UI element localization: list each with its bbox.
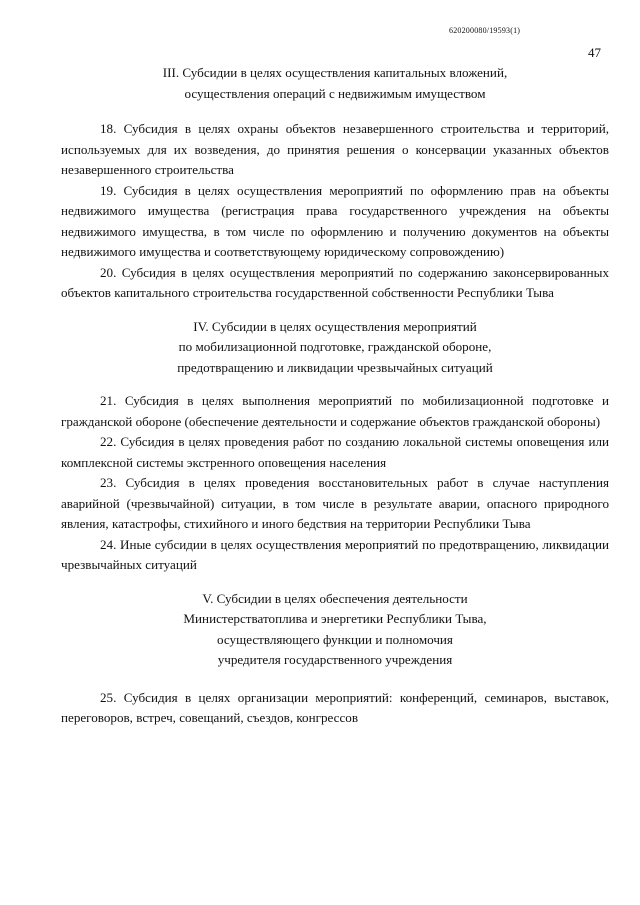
section-heading-iii	[61, 63, 609, 104]
paragraph-20: 20. Субсидия в целях осуществления мероприятий по содержанию законсервированных объектов капитального строительства государственной собственности Республики Тыва	[61, 264, 609, 300]
paragraph-25: 25. Субсидия в целях организации мероприятий: конференций, семинаров, выставок, переговоров, встреч, совещаний, съездов, конгрессов	[61, 689, 609, 725]
document-body	[61, 63, 609, 729]
heading-line: предотвращению и ликвидации чрезвычайных ситуаций	[177, 359, 493, 375]
heading-line: осуществляющего функции и полномочия	[217, 631, 453, 647]
paragraph-18: 18. Субсидия в целях охраны объектов незавершенного строительства и территорий, используемых для их возведения, до принятия решения о консервации указанных объектов незавершенного строительства	[61, 121, 609, 177]
page-number: 47	[588, 45, 601, 60]
section-heading-v	[61, 589, 609, 671]
section-heading-iv	[61, 317, 609, 379]
heading-line: учредителя государственного учреждения	[217, 652, 453, 667]
heading-line: осуществления операций с недвижимым имуществом	[184, 85, 486, 101]
paragraph-21: 21. Субсидия в целях выполнения мероприятий по мобилизационной подготовке и гражданской обороне (обеспечение деятельности и содержание объектов гражданской обороны)	[61, 393, 609, 429]
paragraph-24: 24. Иные субсидии в целях осуществления мероприятий по предотвращению, ликвидации чрезвычайных ситуаций	[61, 536, 609, 572]
heading-line: V. Субсидии в целях обеспечения деятельности	[202, 590, 468, 606]
paragraph-19: 19. Субсидия в целях осуществления мероприятий по оформлению прав на объекты недвижимого имущества (регистрация права государственного учреждения на объекты недвижимого имущества, в том числе по оформлению и получению документов на объекты недвижимого имущества и соответствующему юридическому сопровождению)	[61, 182, 609, 259]
heading-line: Министерстватоплива и энергетики Республики Тыва,	[183, 611, 487, 626]
document-id: 620200080/19593(1)	[449, 26, 521, 35]
heading-line: III. Субсидии в целях осуществления капитальных вложений,	[162, 65, 508, 80]
paragraph-22: 22. Субсидия в целях проведения работ по созданию локальной системы оповещения или комплексной системы экстренного оповещения населения	[61, 434, 609, 470]
heading-line: IV. Субсидии в целях осуществления мероприятий	[193, 318, 477, 334]
heading-line: по мобилизационной подготовке, гражданской обороне,	[178, 339, 492, 354]
paragraph-23: 23. Субсидия в целях проведения восстановительных работ в случае наступления аварийной (чрезвычайной) ситуации, в том числе в результате аварии, опасного природного явления, катастрофы, стихийного и иного бедствия на территории Республики Тыва	[61, 475, 609, 531]
